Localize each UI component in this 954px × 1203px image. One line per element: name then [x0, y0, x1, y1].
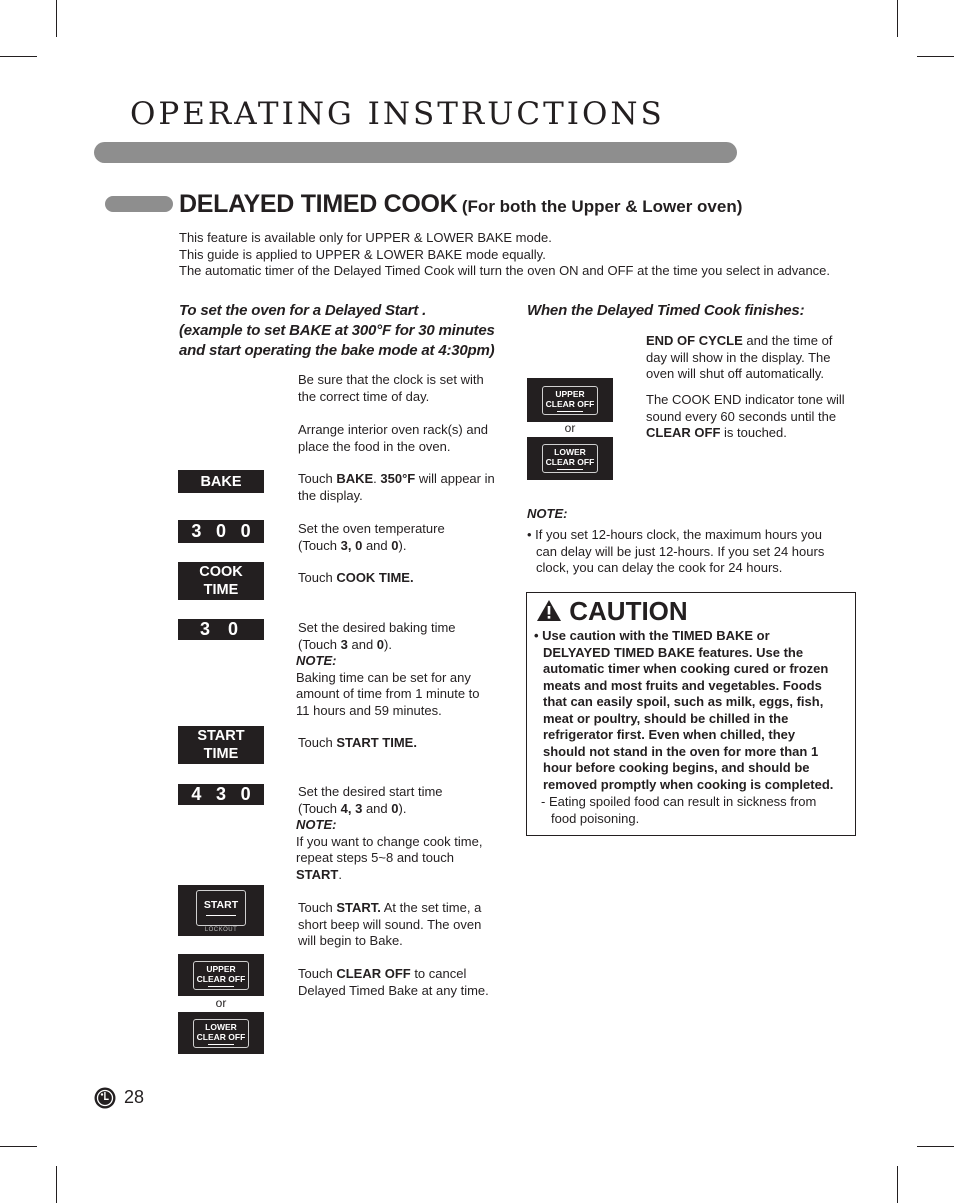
clear-off-label: CLEAR OFF: [545, 457, 595, 467]
step-line: Set the desired start time: [298, 784, 443, 799]
caution-line: meats and most fruits and vegetables. Foods: [543, 677, 822, 693]
caution-line: should not stand in the oven for more than 1: [543, 743, 819, 759]
key-underline: [206, 915, 236, 916]
warning-icon: [536, 599, 562, 622]
step-line: will begin to Bake.: [298, 933, 403, 948]
step-text: and: [362, 537, 392, 553]
lg-logo-icon: [94, 1087, 116, 1109]
step-text: ).: [398, 800, 407, 816]
intro-line: The automatic timer of the Delayed Timed Cook will turn the oven ON and OFF at the time you select in advance.: [179, 263, 831, 278]
step-text: (Touch: [298, 800, 341, 816]
clear-off-label: CLEAR OFF: [196, 973, 246, 984]
step-text: (Touch: [298, 636, 341, 652]
heading-sub: (For both the Upper & Lower oven): [461, 197, 743, 216]
left-heading-line: (example to set BAKE at 300°F for 30 minutes: [179, 322, 495, 339]
step-key-ref: 0: [391, 800, 399, 816]
digit: 0: [228, 619, 239, 639]
lg-logo: [94, 1087, 116, 1109]
step-line: Set the desired baking time: [298, 620, 456, 635]
step-time: [296, 620, 518, 719]
note-line: amount of time from 1 minute to: [296, 686, 480, 701]
step-key-ref: CLEAR OFF: [646, 425, 721, 440]
caution-line: hour before cooking begins, and should be: [543, 760, 810, 775]
digit: 3: [191, 521, 202, 541]
caution-line: that can easily spoil, such as milk, eggs, fish,: [543, 694, 824, 709]
crop-mark: [917, 1146, 954, 1147]
note-label: NOTE:: [296, 817, 337, 832]
step-text: Touch: [298, 900, 337, 915]
note-label: NOTE:: [527, 506, 568, 521]
crop-mark: [56, 0, 57, 37]
key-label: START: [197, 728, 245, 744]
step-text: Touch: [298, 735, 337, 750]
caution-sub-line: food poisoning.: [551, 810, 640, 826]
step-line: Delayed Timed Bake at any time.: [298, 982, 489, 998]
step-rack: [298, 422, 518, 455]
step-line: short beep will sound. The oven: [298, 916, 482, 932]
upper-key-face: [193, 961, 250, 990]
caution-line: removed promptly when cooking is completed.: [543, 776, 834, 792]
step-text: .: [373, 471, 381, 486]
caution-line: automatic timer when cooking cured or frozen: [543, 661, 829, 676]
step-line: sound every 60 seconds until the: [646, 408, 837, 424]
caution-line: meat or poultry, should be chilled in the: [543, 710, 789, 726]
note-line: can delay will be just 12-hours. If you set 24 hours: [536, 543, 825, 559]
crop-mark: [0, 1146, 37, 1147]
bake-key[interactable]: [178, 470, 264, 493]
intro-line: This guide is applied to UPPER & LOWER BAKE mode equally.: [179, 246, 546, 262]
lockout-label: LOCKOUT: [204, 927, 238, 933]
step-key-ref: START: [296, 866, 339, 882]
step-text: Touch: [298, 471, 337, 486]
step-line: the display.: [298, 487, 363, 503]
section-title: OPERATING INSTRUCTIONS: [130, 96, 665, 132]
cook-end-text: [646, 392, 861, 442]
clear-off-label: CLEAR OFF: [196, 1031, 246, 1042]
heading-main: DELAYED TIMED COOK: [179, 190, 458, 218]
upper-key-face: [542, 386, 599, 415]
key-label: TIME: [203, 746, 239, 762]
right-heading: When the Delayed Timed Cook finishes:: [527, 302, 805, 319]
step-text: ).: [384, 636, 392, 652]
upper-label: UPPER: [206, 963, 236, 974]
end-of-cycle-text: [646, 333, 861, 383]
step-line: oven will shut off automatically.: [646, 366, 824, 381]
caution-sub-line: - Eating spoiled food can result in sickness from: [541, 794, 817, 809]
end-cycle-bold: END OF CYCLE: [646, 333, 743, 348]
note-line: 11 hours and 59 minutes.: [296, 702, 442, 718]
page-heading: [179, 190, 742, 219]
note-line: repeat steps 5~8 and touch: [296, 850, 454, 865]
lower-key-face: [542, 444, 599, 473]
step-text: .: [338, 866, 342, 882]
step-text: and: [347, 636, 377, 652]
note-line: If you want to change cook time,: [296, 833, 483, 849]
cook-time-key[interactable]: [178, 562, 264, 600]
step-start: [298, 900, 518, 950]
step-clear: [298, 966, 518, 999]
left-heading-line: To set the oven for a Delayed Start .: [179, 302, 427, 319]
upper-clear-off-key-right[interactable]: [527, 378, 613, 422]
right-note-label: [527, 506, 567, 523]
start-key[interactable]: [178, 885, 264, 936]
step-text: (Touch: [298, 537, 341, 553]
step-text: Touch: [298, 966, 337, 981]
step-line: The COOK END indicator tone will: [646, 392, 845, 407]
lower-label: LOWER: [205, 1021, 237, 1032]
crop-mark: [0, 56, 37, 57]
step-line: place the food in the oven.: [298, 438, 451, 454]
step-text: At the set time, a: [380, 900, 482, 915]
start-time-key[interactable]: [178, 726, 264, 764]
digit: 3: [215, 784, 226, 804]
digit: 3: [200, 619, 211, 639]
note-label: NOTE:: [296, 653, 337, 668]
start-digits-key[interactable]: [178, 784, 264, 805]
step-text: and: [362, 800, 392, 816]
lower-key-face: [193, 1019, 250, 1048]
step-key-ref: 0: [391, 537, 399, 553]
key-underline: [208, 986, 234, 987]
intro-line: This feature is available only for UPPER & LOWER BAKE mode.: [179, 230, 552, 245]
step-cook-time: [298, 570, 518, 587]
crop-mark: [917, 56, 954, 57]
heading-pill: [105, 196, 173, 212]
step-key-ref: 3: [340, 636, 348, 652]
step-key-ref: START.: [336, 900, 381, 915]
step-clock: [298, 372, 518, 405]
lower-clear-off-key-right[interactable]: [527, 437, 613, 480]
caution-subtext: [541, 794, 851, 827]
upper-label: UPPER: [555, 388, 585, 399]
caution-heading: [536, 596, 688, 627]
note-line: Baking time can be set for any: [296, 669, 471, 685]
step-temp: 350°F: [380, 471, 416, 486]
step-key-ref: 0: [376, 636, 385, 652]
start-key-face: [196, 890, 246, 926]
step-key-ref: 3, 0: [340, 537, 363, 553]
clear-off-label: CLEAR OFF: [545, 398, 595, 409]
key-label: TIME: [203, 582, 239, 598]
step-text: Touch: [298, 570, 337, 585]
step-line: Arrange interior oven rack(s) and: [298, 422, 489, 437]
step-text: is touched.: [720, 425, 787, 440]
caution-text: [534, 628, 854, 793]
crop-mark: [897, 1166, 898, 1203]
note-line: clock, you can delay the cook for 24 hours.: [536, 560, 783, 575]
bake-key-label: BAKE: [200, 473, 242, 490]
or-label: or: [215, 996, 227, 1010]
caution-line: • Use caution with the TIMED BAKE or: [534, 628, 770, 643]
step-line: day will show in the display. The: [646, 349, 831, 365]
step-start-digits: [296, 784, 518, 883]
page-number: 28: [124, 1087, 145, 1107]
step-key-ref: BAKE: [336, 471, 374, 486]
step-key-ref: COOK TIME.: [336, 570, 414, 585]
step-text: to cancel: [410, 966, 467, 981]
digit: 0: [240, 521, 251, 541]
step-start-time: [298, 735, 518, 752]
key-underline: [557, 469, 583, 470]
upper-clear-off-key[interactable]: [178, 954, 264, 996]
lower-label: LOWER: [554, 447, 586, 457]
crop-mark: [897, 0, 898, 37]
left-heading: [179, 301, 519, 361]
digit: 0: [240, 784, 251, 804]
step-text: and the time of: [742, 333, 833, 348]
digit: 0: [215, 521, 226, 541]
temp-digits-key[interactable]: [178, 520, 264, 543]
step-key-ref: 4, 3: [340, 800, 363, 816]
key-underline: [208, 1044, 234, 1045]
lower-clear-off-key[interactable]: [178, 1012, 264, 1054]
title-bar: [94, 142, 737, 163]
step-text: will appear in: [415, 471, 495, 486]
key-underline: [557, 411, 583, 412]
step-key-ref: START TIME.: [336, 735, 417, 750]
step-bake: [298, 471, 518, 504]
time-digits-key[interactable]: [178, 619, 264, 640]
digit: 4: [191, 784, 202, 804]
caution-line: refrigerator first. Even when chilled, they: [543, 727, 796, 742]
left-heading-line: and start operating the bake mode at 4:30pm): [179, 342, 495, 359]
start-key-label: START: [203, 899, 239, 911]
step-text: ).: [398, 537, 407, 553]
step-key-ref: CLEAR OFF: [336, 966, 411, 981]
step-line: the correct time of day.: [298, 388, 430, 404]
crop-mark: [56, 1166, 57, 1203]
or-label: or: [564, 421, 576, 435]
caution-title: CAUTION: [569, 596, 688, 626]
intro-text: [179, 230, 830, 280]
step-line: Set the oven temperature: [298, 521, 445, 536]
step-temp: [298, 521, 518, 554]
note-line: • If you set 12-hours clock, the maximum hours you: [527, 527, 823, 542]
caution-line: DELYAYED TIMED BAKE features. Use the: [543, 644, 804, 660]
right-note-text: [527, 527, 857, 577]
step-line: Be sure that the clock is set with: [298, 372, 484, 387]
key-label: COOK: [199, 564, 243, 580]
